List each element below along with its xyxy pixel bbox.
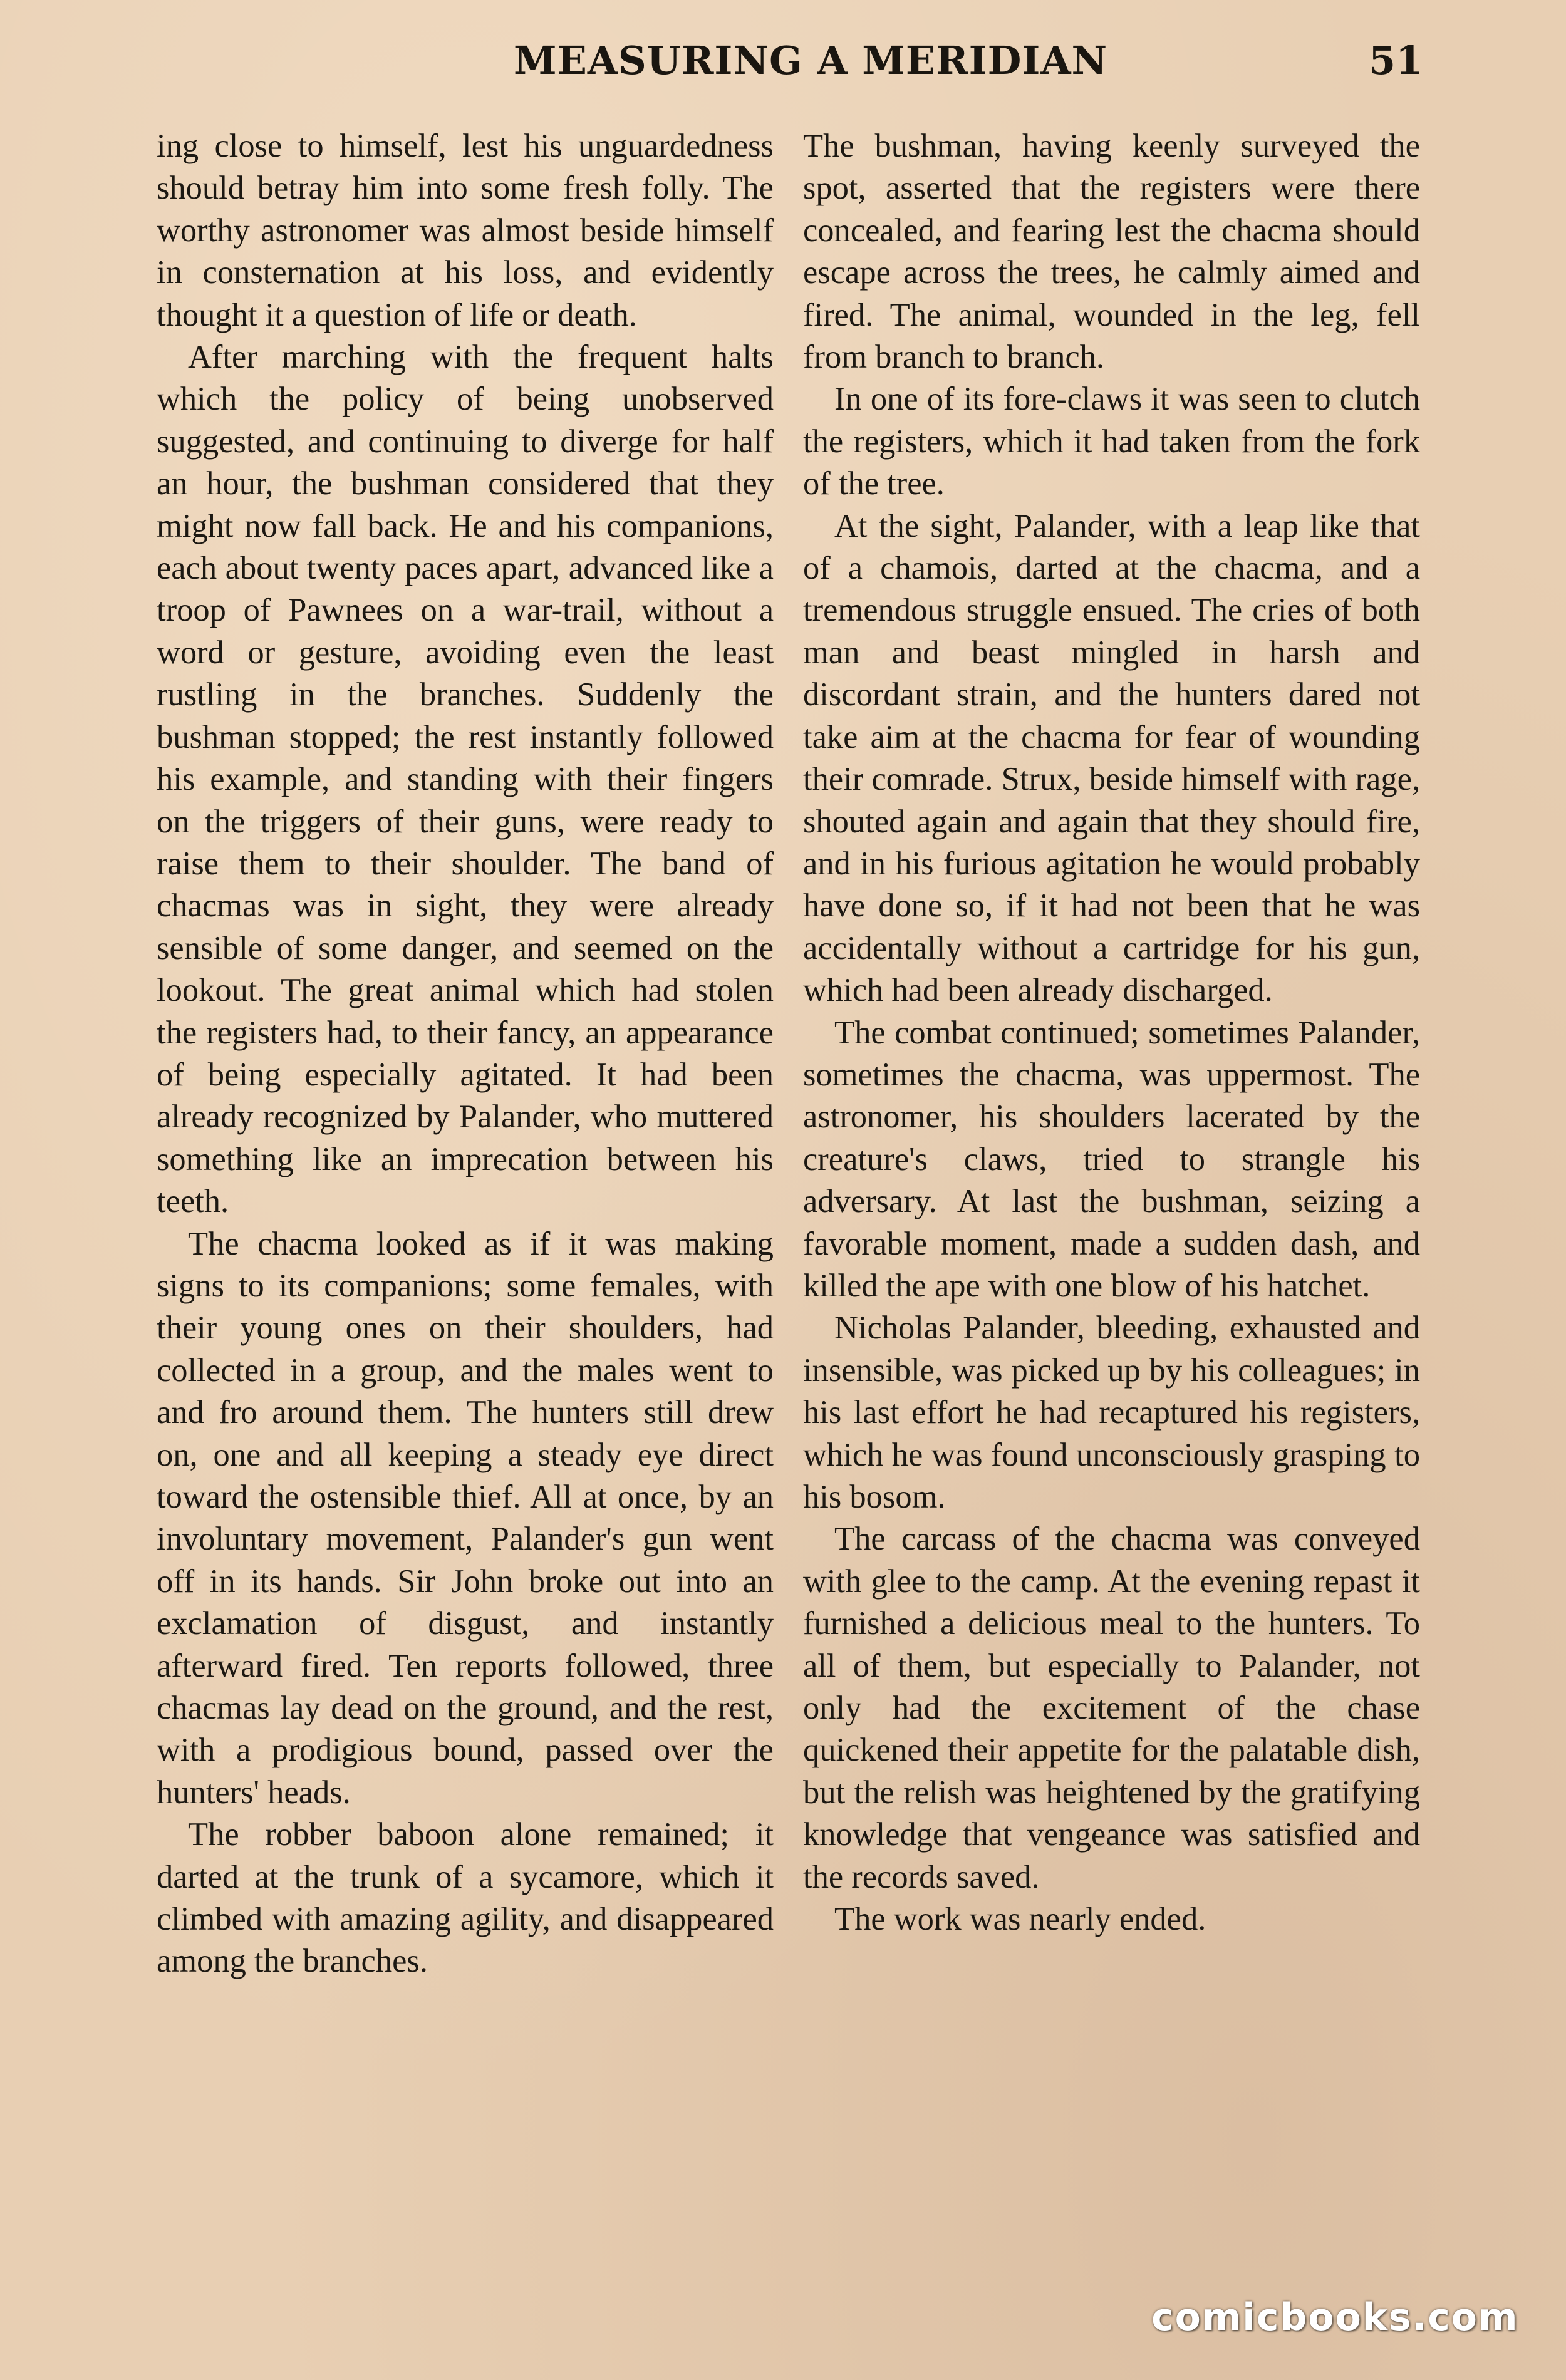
paragraph: The robber baboon alone remained; it darted at the trunk of a sycamore, which it climbed with amazing agility, and disappeared among the branches. [157,1816,774,1980]
paragraph: The work was nearly ended. [834,1901,1206,1938]
paragraph: In one of its fore-claws it was seen to clutch the registers, which it had taken from the fork of the tree. [803,381,1420,502]
right-column [803,125,1420,1940]
paragraph: After marching with the frequent halts which the policy of being unobserved suggested, and continuing to diverge for half an hour, the bushman considered that they might now fall back. He and his companions, each about twenty paces apart, advanced like a troop of Pawnees on a war-trail, without a word or gesture, avoiding even the least rustling in the branches. Suddenly the bushman stopped; the rest instantly followed his example, and standing with their fingers on the triggers of their guns, were ready to raise them to their shoulder. The band of chacmas was in sight, they were already sensible of some danger, and seemed on the lookout. The great animal which had stolen the registers had, to their fancy, an appearance of being especially agitated. It had been already recognized by Palander, who muttered something like an imprecation between his teeth. [157,339,774,1220]
paragraph: The carcass of the chacma was conveyed with glee to the camp. At the evening repast it furnished a delicious meal to the hunters. To all of them, but especially to Palander, not only had the excitement of the chase quickened their appetite for the palatable dish, but the relish was heightened by the gratifying knowledge that vengeance was satisfied and the records saved. [803,1521,1420,1895]
running-title: MEASURING A MERIDIAN [514,38,1108,83]
page-number: 51 [1369,38,1423,83]
paragraph: At the sight, Palander, with a leap like that of a chamois, darted at the chacma, and a tremendous struggle ensued. The cries of both man and beast mingled in harsh and discordant strain, and the hunters dared not take aim at the chacma for fear of wounding their comrade. Strux, beside himself with rage, shouted again and again that they should fire, and in his furious agitation he would probably have done so, if it had not been that he was accidentally without a cartridge for his gun, which had been already discharged. [803,507,1420,1009]
paragraph: ing close to himself, lest his unguardedness should betray him into some fresh folly. The worthy astronomer was almost beside himself in consternation at his loss, and evidently thought it a question of life or death. [157,128,774,333]
paragraph: The chacma looked as if it was making signs to its companions; some females, with their young ones on their shoulders, had collected in a group, and the males went to and fro around them. The hunters still drew on, one and all keeping a steady eye direct toward the ostensible thief. All at once, by an involuntary movement, Palander's gun went off in its hands. Sir John broke out into an exclamation of disgust, and instantly afterward fired. Ten reports followed, three chacmas lay dead on the ground, and the rest, with a prodigious bound, passed over the hunters' heads. [157,1225,774,1811]
paragraph: Nicholas Palander, bleeding, exhausted and insensible, was picked up by his colleagues; in his last effort he had recaptured his registers, which he was found unconsciously grasping to his bosom. [803,1310,1420,1515]
watermark: comicbooks.com [1151,2295,1519,2339]
left-column [157,125,774,1983]
paragraph: The bushman, having keenly surveyed the spot, asserted that the registers were there concealed, and fearing lest the chacma should escape across the trees, he calmly aimed and fired. The animal, wounded in the leg, fell from branch to branch. [803,128,1420,376]
paragraph: The combat continued; sometimes Palander, sometimes the chacma, was uppermost. The astronomer, his shoulders lacerated by the creature's claws, tried to strangle his adversary. At last the bushman, seizing a favorable moment, made a sudden dash, and killed the ape with one blow of his hatchet. [803,1014,1420,1304]
